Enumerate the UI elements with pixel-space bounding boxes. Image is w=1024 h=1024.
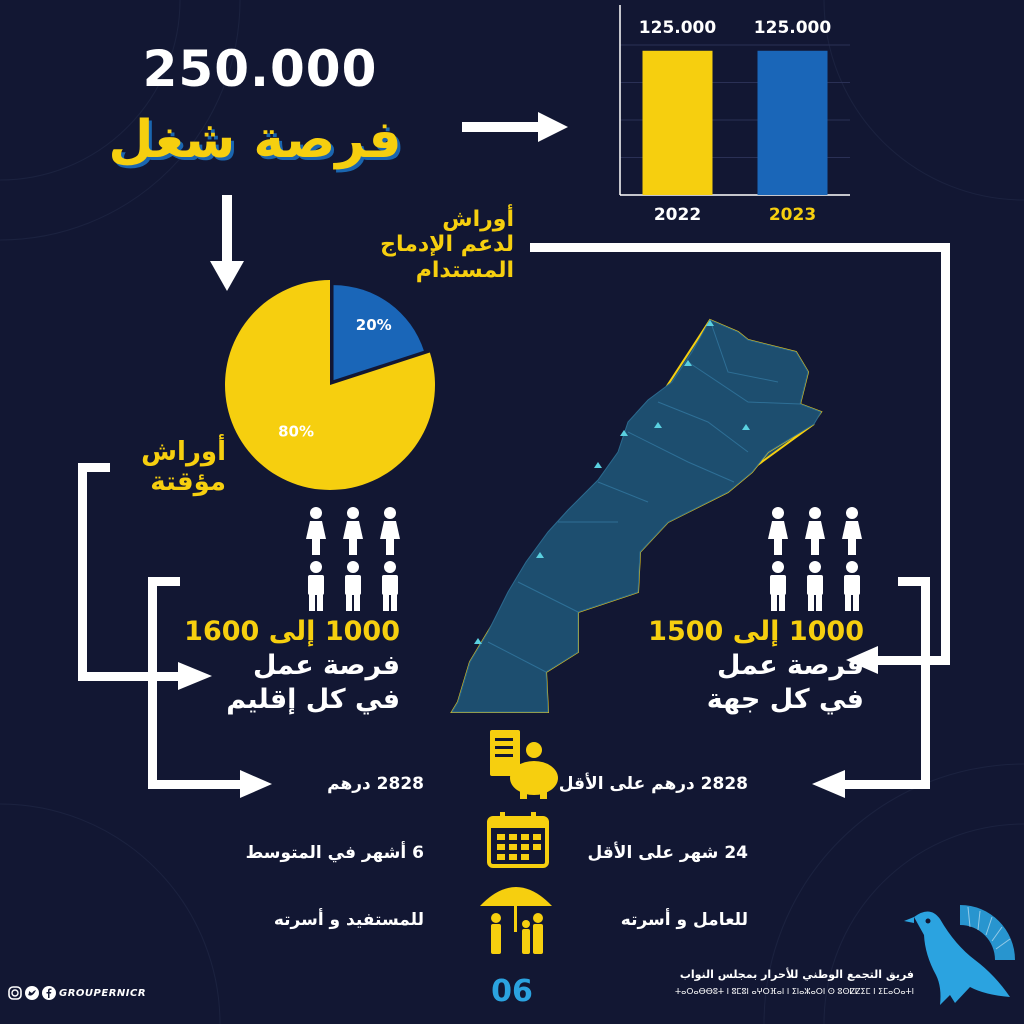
social-handle[interactable]: GROUPERNICR (59, 987, 147, 999)
hero-label: فرصة شغل (108, 110, 402, 170)
person-icon (380, 507, 400, 555)
pie-label: 20% (355, 315, 392, 334)
bar-category-label: 2023 (768, 205, 817, 225)
people-group-left (298, 505, 408, 613)
org-name-tifinagh: ⵜⴰⵔⴰⴱⴱⵓⵜ ⵏ ⵓⵎⵓⵏ ⴰⵖⵔⴼⴰⵏ ⵏ ⵉⵏⴰⵣⴰⵔⵏ ⵙ ⵓⵙⵇⵇⵉⵎ ⵏ ⵉⵎⴰⵔⴰⵜⵏ (675, 987, 914, 996)
money-piggybank-icon (484, 728, 562, 800)
person-icon (805, 507, 825, 555)
label-temporary-line2: مؤقتة (150, 466, 226, 497)
bar-category-label: 2022 (653, 205, 702, 225)
calendar-icon (487, 810, 549, 868)
social-links (8, 986, 146, 1000)
twitter-icon[interactable] (25, 986, 39, 1000)
label-temporary-line1: أوراش (141, 437, 226, 467)
person-icon (382, 561, 398, 611)
person-icon (308, 561, 324, 611)
left-line2: في كل إقليم (226, 683, 400, 715)
right-range: 1000 إلى 1500 (648, 616, 864, 647)
person-icon (842, 507, 862, 555)
page-number: 06 (491, 974, 533, 1009)
person-icon (770, 561, 786, 611)
right-group-text (624, 615, 864, 716)
right-pay: 2828 درهم على الأقل (558, 774, 748, 794)
person-icon (345, 561, 361, 611)
pie-label: 80% (278, 422, 315, 441)
left-group-text (160, 615, 400, 716)
person-icon (306, 507, 326, 555)
people-group-right (760, 505, 870, 613)
umbrella-family-icon (478, 876, 554, 956)
person-icon (768, 507, 788, 555)
dove-logo-icon (900, 895, 1020, 1020)
label-sustainable-line2: لدعم الإدماج (380, 232, 514, 258)
bar-value-label: 125.000 (638, 17, 717, 38)
right-line1: فرصة عمل (717, 649, 864, 681)
left-pay: 2828 درهم (327, 774, 424, 794)
left-coverage: للمستفيد و أسرته (273, 910, 424, 930)
org-name-arabic: فريق التجمع الوطني للأحرار بمجلس النواب (679, 968, 914, 981)
person-icon (807, 561, 823, 611)
left-range: 1000 إلى 1600 (184, 616, 400, 647)
left-duration: 6 أشهر في المتوسط (245, 843, 424, 863)
right-line2: في كل جهة (706, 683, 864, 715)
facebook-icon[interactable] (42, 986, 56, 1000)
label-sustainable-line3: المستدام (415, 257, 514, 283)
bar-value-label: 125.000 (753, 17, 832, 38)
person-icon (343, 507, 363, 555)
person-icon (844, 561, 860, 611)
label-sustainable-line1: أوراش (442, 207, 514, 232)
right-coverage: للعامل و أسرته (620, 910, 748, 930)
left-line1: فرصة عمل (253, 649, 400, 681)
hero-number: 250.000 (142, 40, 378, 98)
org-name (654, 968, 914, 996)
instagram-icon[interactable] (8, 986, 22, 1000)
right-duration: 24 شهر على الأقل (587, 843, 748, 863)
